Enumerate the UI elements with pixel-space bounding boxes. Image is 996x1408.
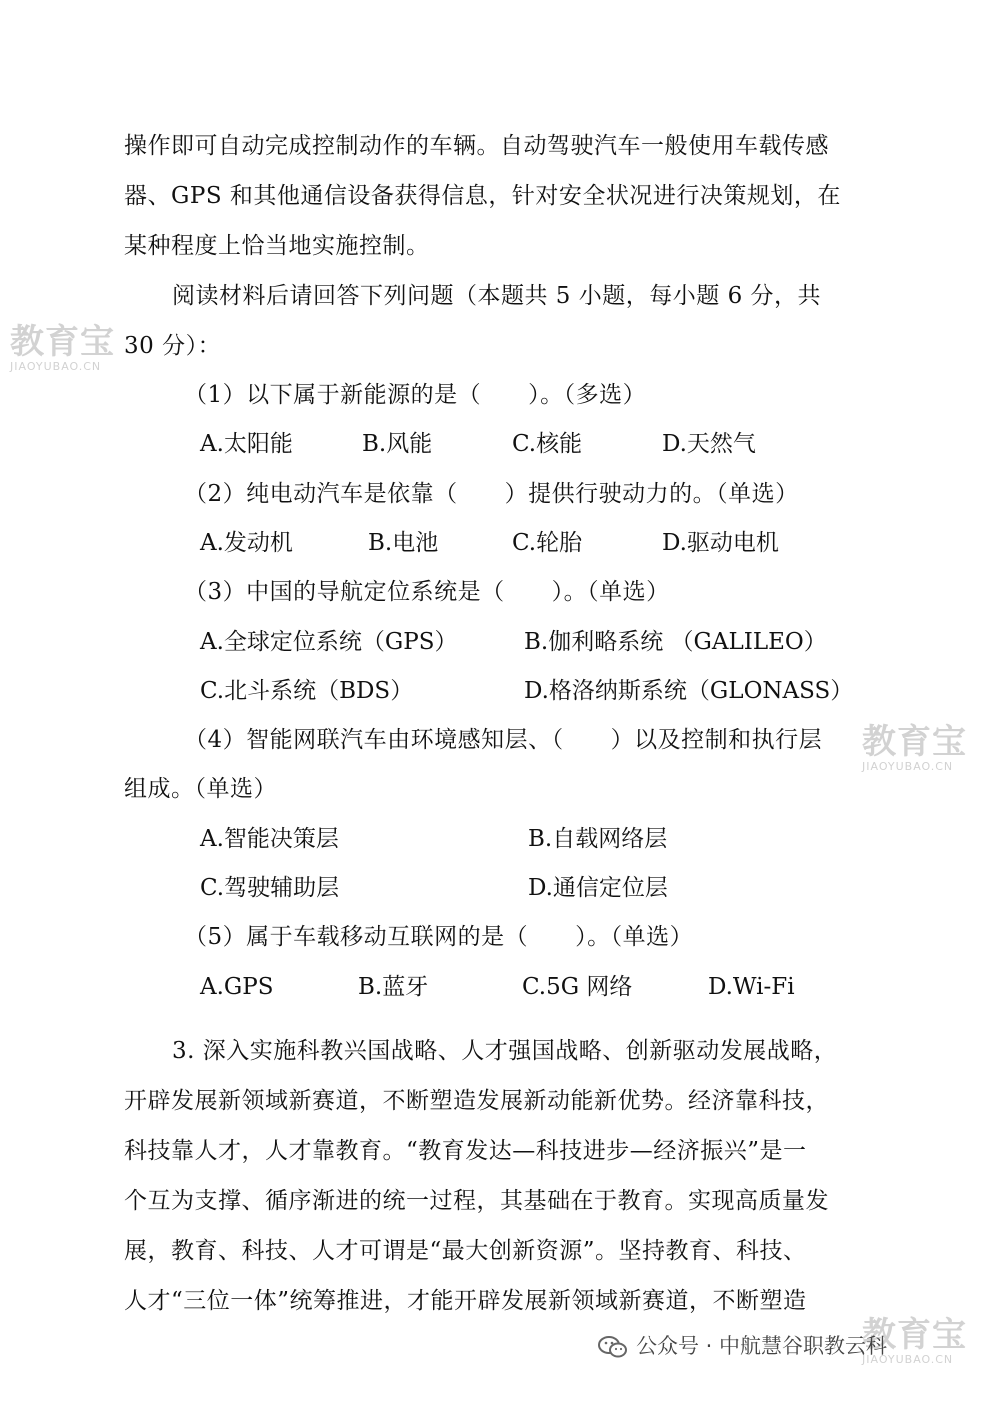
- question-option: A.太阳能: [200, 431, 293, 457]
- question-option: B.电池: [368, 530, 439, 556]
- question-option: A.发动机: [200, 530, 293, 556]
- section3-line: 开辟发展新领域新赛道，不断塑造发展新动能新优势。经济靠科技，: [124, 1088, 829, 1114]
- question-option: C.驾驶辅助层: [200, 875, 340, 901]
- question-stem: （1）以下属于新能源的是（ ）。（多选）: [184, 382, 647, 408]
- watermark-url: JIAOYUBAO.CN: [862, 760, 954, 773]
- question-stem: （5）属于车载移动互联网的是（ ）。（单选）: [184, 924, 694, 950]
- section3-line: 个互为支撑、循序渐进的统一过程，其基础在于教育。实现高质量发: [124, 1188, 829, 1214]
- question-option: D.天然气: [662, 431, 756, 457]
- question-option: B.蓝牙: [358, 974, 429, 1000]
- wechat-account-footer[interactable]: [598, 1330, 887, 1360]
- watermark-title: 教育宝: [862, 722, 967, 762]
- question-option: D.格洛纳斯系统（GLONASS）: [524, 678, 854, 704]
- watermark-left: [10, 322, 115, 373]
- question-option: B.伽利略系统 （GALILEO）: [524, 629, 827, 655]
- watermark-url: JIAOYUBAO.CN: [862, 1353, 954, 1366]
- intro-line: 操作即可自动完成控制动作的车辆。自动驾驶汽车一般使用车载传感: [124, 133, 829, 159]
- watermark-url: JIAOYUBAO.CN: [10, 360, 102, 373]
- question-option: A.GPS: [200, 974, 274, 1000]
- wechat-icon: [598, 1335, 628, 1359]
- footer-text: 公众号 · 中航慧谷职教云科: [636, 1334, 888, 1358]
- question-option: B.风能: [362, 431, 433, 457]
- question-option: A.全球定位系统（GPS）: [200, 629, 458, 655]
- question-option: D.Wi-Fi: [708, 974, 795, 1000]
- question-option: C.核能: [512, 431, 583, 457]
- watermark-right: [862, 722, 967, 773]
- question-option: C.5G 网络: [522, 974, 633, 1000]
- question-option: D.通信定位层: [528, 875, 668, 901]
- question-stem: （2）纯电动汽车是依靠（ ）提供行驶动力的。（单选）: [184, 481, 799, 507]
- intro-line: 器、GPS 和其他通信设备获得信息，针对安全状况进行决策规划，在: [124, 183, 841, 209]
- question-stem: （4）智能网联汽车由环境感知层、（ ）以及控制和执行层: [184, 727, 823, 753]
- watermark-title: 教育宝: [862, 1315, 967, 1355]
- instruction-line: 阅读材料后请回答下列问题（本题共 5 小题，每小题 6 分，共: [172, 283, 822, 309]
- question-option: A.智能决策层: [200, 826, 339, 852]
- section3-line: 科技靠人才，人才靠教育。“教育发达—科技进步—经济振兴”是一: [124, 1138, 807, 1164]
- instruction-line: 30 分）：: [124, 333, 222, 359]
- section3-line: 3. 深入实施科教兴国战略、人才强国战略、创新驱动发展战略，: [172, 1038, 838, 1064]
- section3-line: 展，教育、科技、人才可谓是“最大创新资源”。坚持教育、科技、: [124, 1238, 807, 1264]
- section3-line: 人才“三位一体”统筹推进，才能开辟发展新领域新赛道，不断塑造: [124, 1288, 807, 1314]
- question-option: C.轮胎: [512, 530, 583, 556]
- intro-line: 某种程度上恰当地实施控制。: [124, 233, 430, 259]
- question-stem-continued: 组成。（单选）: [124, 776, 277, 802]
- question-option: C.北斗系统（BDS）: [200, 678, 414, 704]
- question-stem: （3）中国的导航定位系统是（ ）。（单选）: [184, 579, 670, 605]
- watermark-title: 教育宝: [10, 322, 115, 362]
- question-option: B.自载网络层: [528, 826, 668, 852]
- question-option: D.驱动电机: [662, 530, 779, 556]
